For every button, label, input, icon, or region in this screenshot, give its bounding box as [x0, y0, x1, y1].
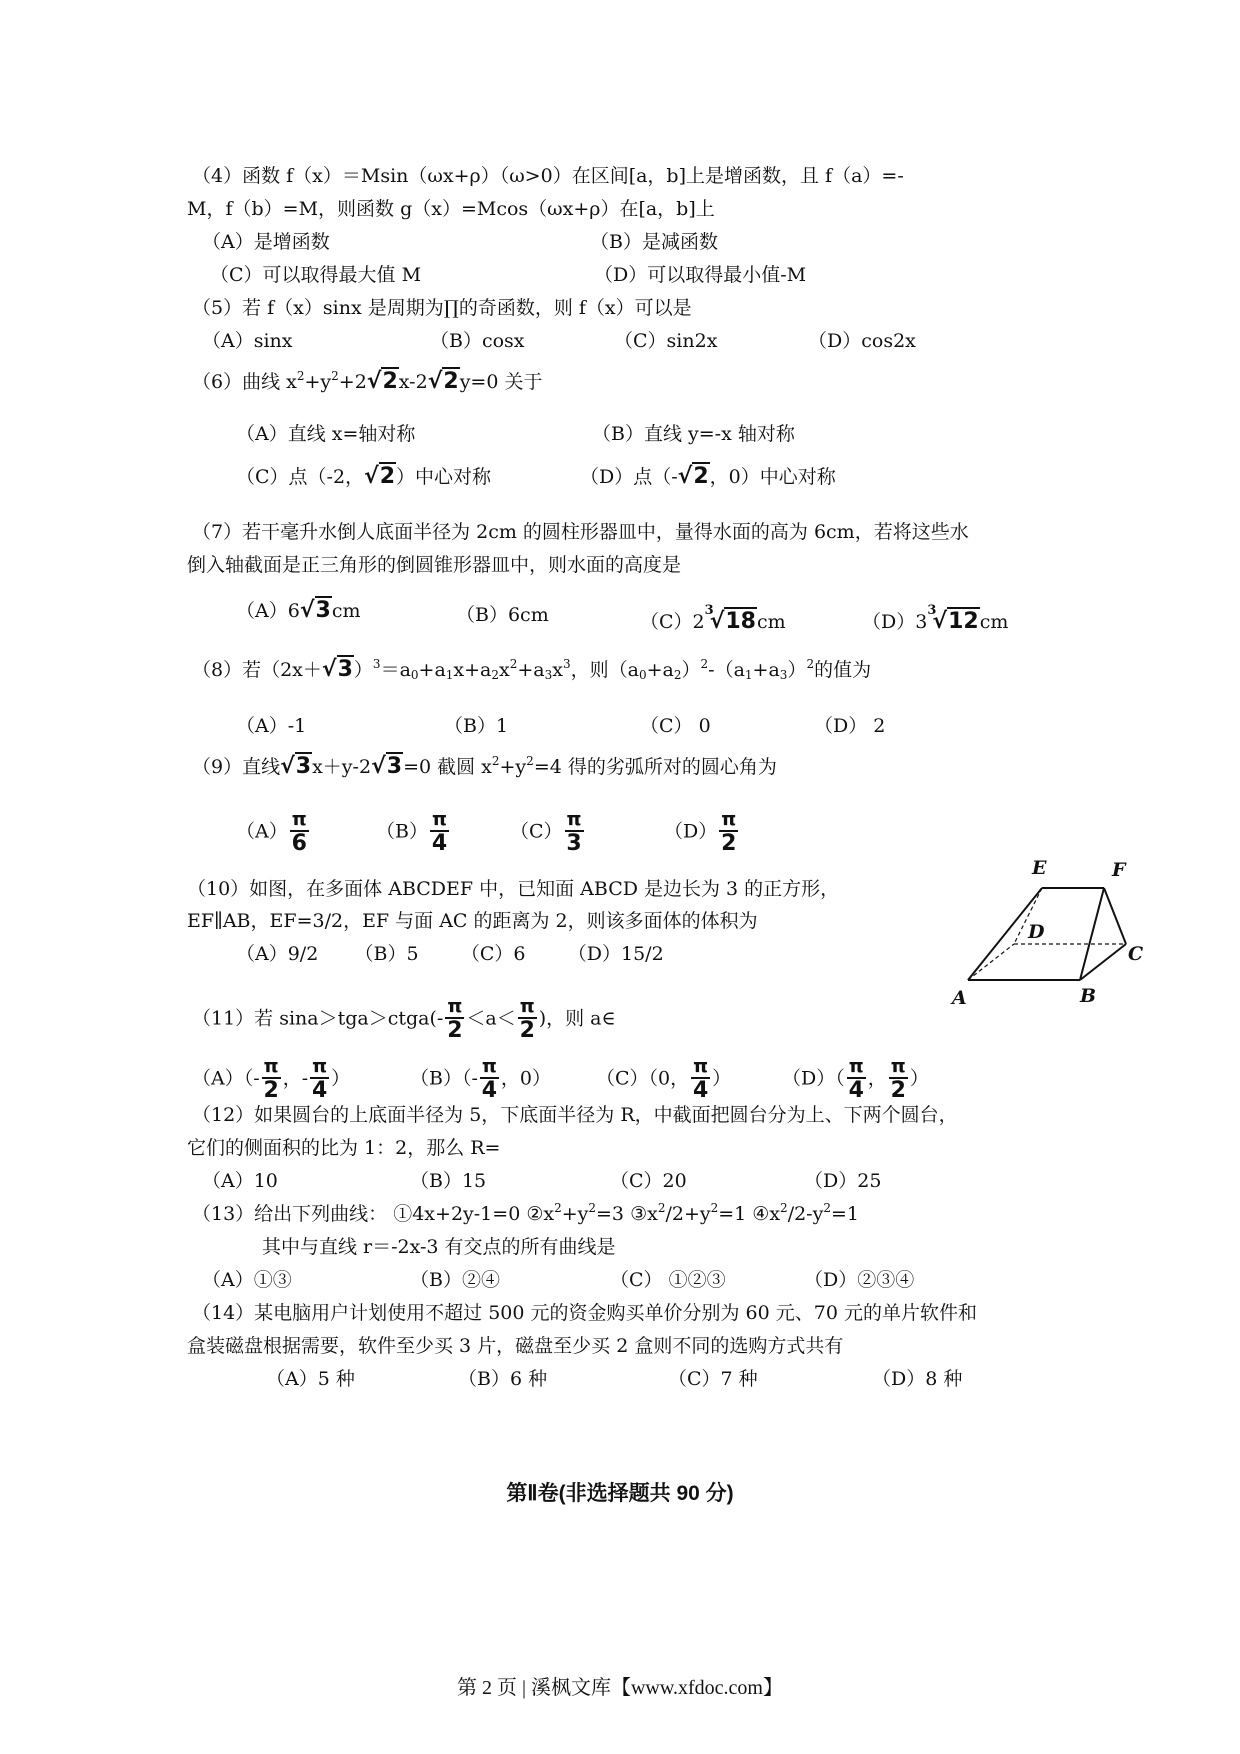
- q8-option-b: （B）1: [444, 715, 509, 737]
- q11-option-c: （C）（0， $\frac{\pi}{4}$ ）: [596, 1055, 732, 1103]
- q6-option-a: （A）直线 x=轴对称: [236, 423, 416, 445]
- q11-option-a: （A）（- $\frac{\pi}{2}$ ，- $\frac{\pi}{4}$ ）: [192, 1055, 351, 1103]
- q14-line1: （14）某电脑用户计划使用不超过 500 元的资金购买单价分别为 60 元、70 元的单片软件和: [192, 1302, 977, 1324]
- q7-line1: （7）若干毫升水倒人底面半径为 2cm 的圆柱形器皿中，量得水面的高为 6cm，若将这些水: [192, 521, 969, 543]
- q12-option-a: （A）10: [202, 1170, 278, 1192]
- q12-option-b: （B）15: [410, 1170, 487, 1192]
- q14-option-a: （A）5 种: [266, 1368, 355, 1390]
- q6-option-d: （D）点（-√2，0）中心对称: [580, 464, 836, 489]
- q14-option-d: （D）8 种: [872, 1368, 963, 1390]
- edge-fc: [1104, 888, 1126, 944]
- q7-option-a: （A）6√3cm: [236, 598, 361, 623]
- section-title: 第Ⅱ卷(非选择题共 90 分): [506, 1482, 734, 1505]
- q13-option-a: （A）①③: [202, 1269, 292, 1291]
- q4-option-c: （C）可以取得最大值 M: [210, 264, 422, 286]
- q5-option-d: （D）cos2x: [808, 330, 916, 352]
- q12-option-d: （D）25: [804, 1170, 882, 1192]
- edge-ad-hidden: [968, 944, 1014, 980]
- label-e: E: [1032, 857, 1047, 879]
- q7-option-d: $(D)3^3√12cm$: [862, 603, 1009, 634]
- q10-options: （A）9/2 （B）5 （C）6 （D）15/2: [236, 943, 664, 965]
- q4-option-d: （D）可以取得最小值-M: [594, 264, 807, 286]
- q14-option-c: （C）7 种: [668, 1368, 758, 1390]
- edge-fb: [1080, 888, 1104, 980]
- q14-line2: 盒装磁盘根据需要，软件至少买 3 片，磁盘至少买 2 盒则不同的选购方式共有: [187, 1335, 844, 1357]
- q13-line2: 其中与直线 r＝-2x-3 有交点的所有曲线是: [262, 1236, 616, 1258]
- q12-line1: （12）如果圆台的上底面半径为 5，下底面半径为 R，中截面把圆台分为上、下两个圆台，: [192, 1104, 958, 1126]
- q10-line2: EF∥AB，EF=3/2，EF 与面 AC 的距离为 2，则该多面体的体积为: [187, 910, 758, 932]
- label-c: C: [1128, 943, 1144, 965]
- sqrt-2: √2: [366, 369, 398, 394]
- q9-option-a: （A） $\frac{\pi}{6}$: [236, 808, 307, 856]
- q7-line2: 倒入轴截面是正三角形的倒圆锥形器皿中，则水面的高度是: [187, 554, 682, 576]
- sqrt-2: √2: [677, 464, 709, 489]
- page-footer: 第 2 页 | 溪枫文库【www.xfdoc.com】: [456, 1677, 783, 1699]
- q11-option-d: （D）（ $\frac{\pi}{4}$ ， $\frac{\pi}{2}$ ）: [782, 1055, 929, 1103]
- q6-option-c: （C）点（-2，√2）中心对称: [236, 464, 492, 489]
- q10-line1: （10）如图，在多面体 ABCDEF 中，已知面 ABCD 是边长为 3 的正方形，: [187, 878, 840, 900]
- q5-option-b: （B）cosx: [430, 330, 525, 352]
- q11-option-b: （B）（- $\frac{\pi}{4}$ ，0）: [410, 1055, 552, 1103]
- q5-option-a: （A）sinx: [202, 330, 293, 352]
- sqrt-2: √2: [364, 464, 396, 489]
- label-d: D: [1028, 921, 1045, 943]
- label-a: A: [952, 987, 967, 1009]
- q13-option-c: （C） ①②③: [610, 1269, 726, 1291]
- q13-stem: （13）给出下列曲线： ①4x+2y-1=0 $②x^2+y^2=3$ $③x^2/2+y^2=1$ $④x^2/2-y^2=1$: [192, 1201, 859, 1225]
- q9-option-d: （D） $\frac{\pi}{2}$: [664, 808, 737, 856]
- q11-stem: （11）若 sina＞tga＞ctga(- $\frac{\pi}{2}$ ＜a＜ $\frac{\pi}{2}$ )，则 a∈: [192, 995, 616, 1043]
- sqrt-2: √2: [427, 369, 459, 394]
- q6-option-b: （B）直线 y=-x 轴对称: [592, 423, 795, 445]
- q13-option-b: （B）②④: [410, 1269, 500, 1291]
- q9-option-c: （C） $\frac{\pi}{3}$: [510, 808, 582, 856]
- q7-option-b: （B）6cm: [456, 604, 549, 626]
- q5-stem: （5）若 f（x）sinx 是周期为∏的奇函数，则 f（x）可以是: [192, 297, 692, 319]
- label-b: B: [1080, 985, 1097, 1007]
- q8-option-d: （D） 2: [814, 715, 886, 737]
- q4-option-b: （B）是减函数: [590, 231, 718, 253]
- q8-stem: （8）若$(2x+√3)^3=a_0+a_1x+a_2x^2+a_3x^3$，则$(a_0+a_2)^2-(a_1+a_3)^2$的值为: [192, 657, 872, 682]
- edge-bc: [1080, 944, 1126, 980]
- q6-stem: （6）曲线 $x^2+y^2+2√2x-2√2y=0$ 关于: [192, 369, 543, 394]
- q8-option-a: （A）-1: [236, 715, 307, 737]
- q4-line2: M，f（b）=M，则函数 g（x）=Mcos（ωx+ρ）在[a，b]上: [187, 198, 715, 220]
- q8-option-c: （C） 0: [640, 715, 711, 737]
- q5-option-c: （C）sin2x: [614, 330, 718, 352]
- q7-option-c: $(C)2^3√18cm$: [640, 603, 786, 634]
- polyhedron-figure: [948, 852, 1148, 1012]
- q4-line1: （4）函数 f（x）＝Msin（ωx+ρ）（ω>0）在区间[a，b]上是增函数，且 f（a）=-: [192, 165, 904, 187]
- q4-option-a: （A）是增函数: [202, 231, 330, 253]
- q14-option-b: （B）6 种: [458, 1368, 548, 1390]
- q9-option-b: （B） $\frac{\pi}{4}$: [376, 808, 448, 856]
- q12-option-c: （C）20: [610, 1170, 687, 1192]
- q13-option-d: （D）②③④: [804, 1269, 915, 1291]
- q9-stem: （9）直线√3x＋y-2√3=0 截圆 $x^2+y^2=4$ 得的劣弧所对的圆心角为: [192, 754, 777, 779]
- q12-line2: 它们的侧面积的比为 1：2，那么 R=: [187, 1137, 501, 1159]
- label-f: F: [1112, 859, 1126, 881]
